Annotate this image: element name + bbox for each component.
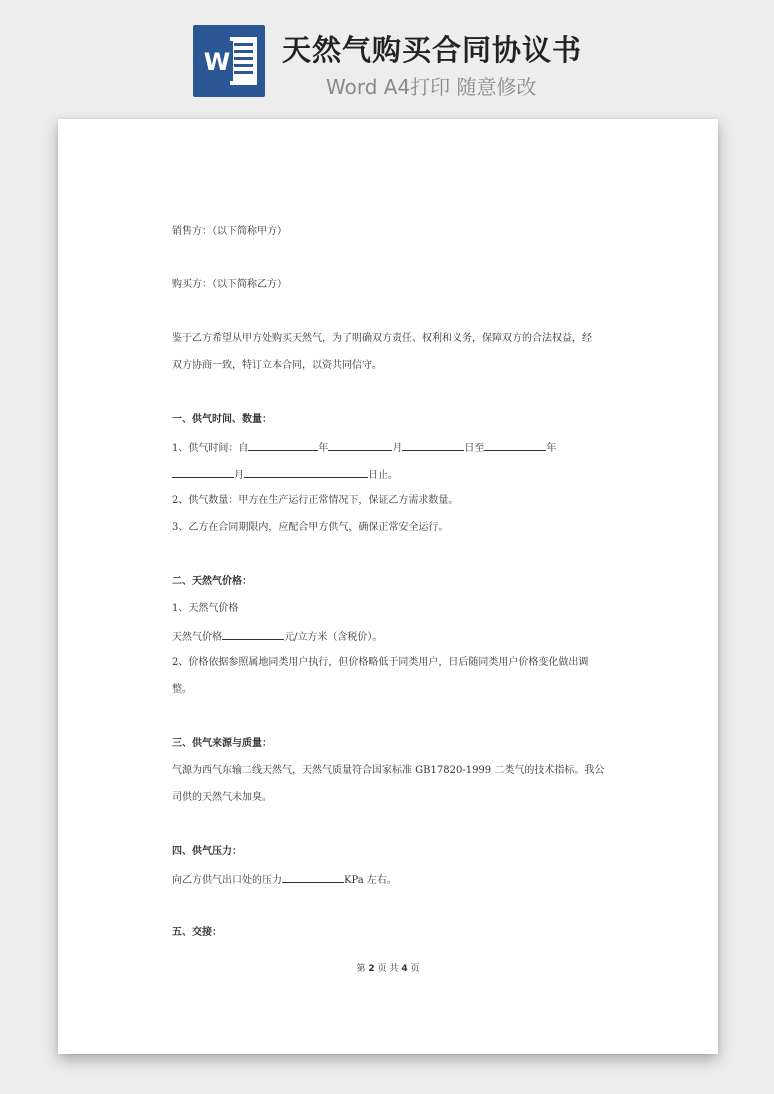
end-year-blank[interactable] [484,440,546,451]
banner [0,0,774,118]
price-line [172,629,612,645]
price-item-1: 1、天然气价格 [172,603,239,614]
start-month-blank[interactable] [328,440,392,451]
page-footer [58,961,718,974]
supply-time-label: 1、供气时间：自 [172,443,249,454]
pressure-label: 向乙方供气出口处的压力 [172,875,282,886]
intro-line-2: 双方协商一致，特订立本合同，以资共同信守。 [172,360,382,371]
source-line-1: 气源为西气东输二线天然气，天然气质量符合国家标准 GB17820-1999 二类气的技术指标。我公 [172,765,605,776]
watermark [91,465,127,503]
buyer-line: 购买方：（以下简称乙方） [172,279,287,290]
price-item-2-line-1: 2、价格依据参照属地同类用户执行，但价格略低于同类用户，日后随同类用户价格变化做出调 [172,657,589,668]
pressure-unit: KPa 左右。 [344,875,397,886]
footer-mid: 页 共 [377,964,399,974]
price-blank[interactable] [222,629,284,640]
section-5-title: 五、交接： [172,927,222,938]
price-label: 天然气价格 [172,632,222,643]
day-to-label: 日至 [464,443,485,454]
footer-page-number: 2 [368,964,375,974]
word-logo-icon [193,25,265,97]
seller-line: 销售方：（以下简称甲方） [172,226,287,237]
year-label: 年 [318,443,329,454]
supply-time-line-2 [172,467,612,483]
supply-quantity-line: 2、供气数量：甲方在生产运行正常情况下，保证乙方需求数量。 [172,495,459,506]
year-label-2: 年 [546,443,557,454]
month-label-2: 月 [234,470,244,481]
section-3-title: 三、供气来源与质量： [172,738,272,749]
document-page [58,119,718,1054]
end-day-blank[interactable] [244,467,368,478]
banner-subtitle: Word A4打印 随意修改 [326,75,537,99]
section-2-title: 二、天然气价格： [172,576,252,587]
end-label: 日止。 [368,470,398,481]
supply-time-line [172,440,612,456]
footer-post: 页 [410,964,420,974]
price-item-2-line-2: 整。 [172,684,192,695]
end-month-blank[interactable] [172,467,234,478]
cooperation-line: 3、乙方在合同期限内，应配合甲方供气，确保正常安全运行。 [172,522,449,533]
start-year-blank[interactable] [248,440,318,451]
pressure-blank[interactable] [282,872,344,883]
price-unit: 元/立方米（含税价）。 [284,632,383,643]
banner-title: 天然气购买合同协议书 [282,33,583,67]
month-label: 月 [392,443,403,454]
section-4-title: 四、供气压力： [172,846,242,857]
start-day-blank[interactable] [402,440,464,451]
pressure-line [172,872,612,888]
footer-total-pages: 4 [401,964,408,974]
section-1-title: 一、供气时间、数量： [172,414,272,425]
intro-line-1: 鉴于乙方希望从甲方处购买天然气，为了明确双方责任、权利和义务，保障双方的合法权益，经 [172,333,592,344]
word-logo-letter: W [203,48,231,76]
source-line-2: 司供的天然气未加臭。 [172,792,272,803]
footer-pre: 第 [356,964,366,974]
